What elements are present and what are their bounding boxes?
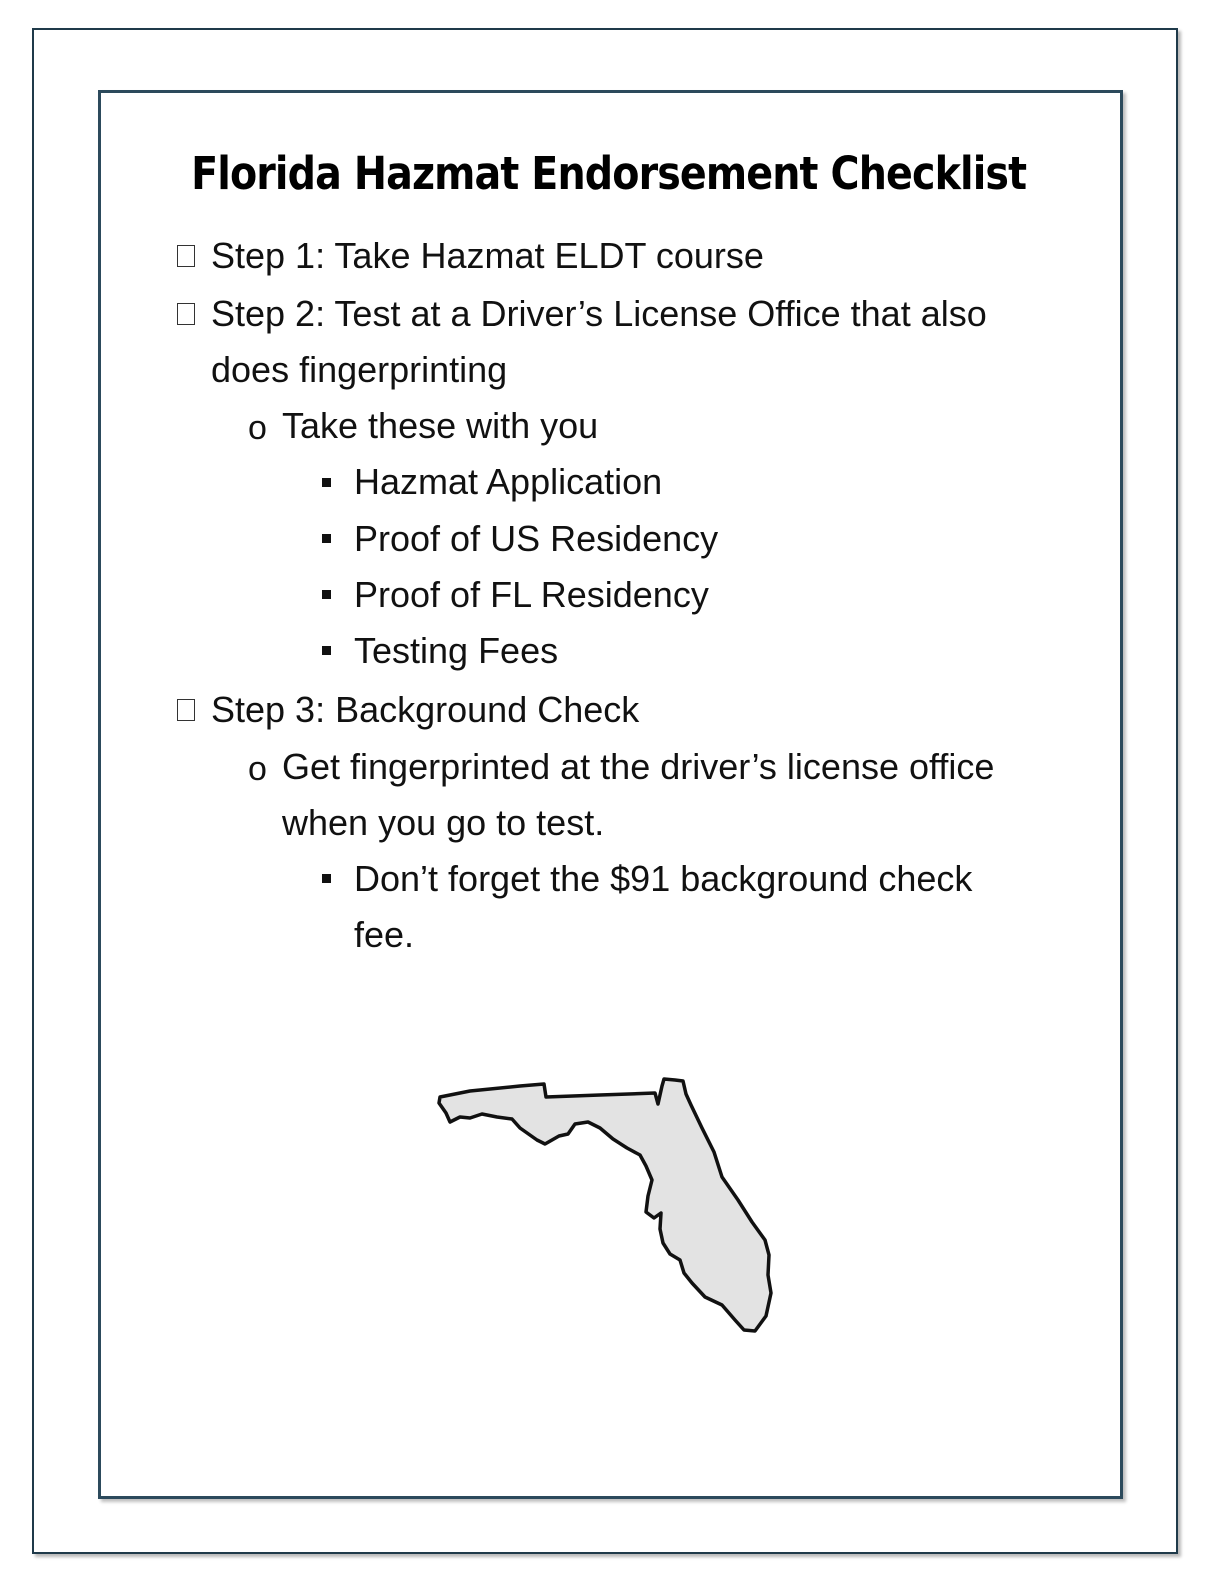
circle-bullet: o bbox=[248, 409, 267, 447]
list-item: Testing Fees bbox=[354, 630, 559, 671]
checkbox-icon[interactable] bbox=[177, 303, 195, 325]
list-item: Hazmat Application bbox=[354, 461, 663, 502]
checkbox-icon[interactable] bbox=[177, 245, 195, 267]
square-bullet bbox=[322, 534, 331, 543]
florida-map-icon bbox=[430, 1070, 780, 1340]
step-3-item-line2: fee. bbox=[354, 914, 415, 955]
page-title: Florida Hazmat Endorsement Checklist bbox=[191, 147, 1027, 200]
square-bullet bbox=[322, 478, 331, 487]
square-bullet bbox=[322, 646, 331, 655]
step-3-label: Step 3: Background Check bbox=[211, 689, 640, 730]
circle-bullet: o bbox=[248, 750, 267, 788]
step-2-label-line1: Step 2: Test at a Driver’s License Office that also bbox=[211, 293, 987, 334]
list-item: Proof of US Residency bbox=[354, 518, 719, 559]
step-3-sub-label-line1: Get fingerprinted at the driver’s license office bbox=[282, 746, 995, 787]
list-item: Proof of FL Residency bbox=[354, 574, 709, 615]
square-bullet bbox=[322, 874, 331, 883]
checkbox-icon[interactable] bbox=[177, 699, 195, 721]
step-3-item-line1: Don’t forget the $91 background check bbox=[354, 858, 973, 899]
square-bullet bbox=[322, 590, 331, 599]
step-2-sub-label: Take these with you bbox=[282, 405, 599, 446]
step-2-label-line2: does fingerprinting bbox=[211, 349, 508, 390]
step-1-label: Step 1: Take Hazmat ELDT course bbox=[211, 235, 764, 276]
step-3-sub-label-line2: when you go to test. bbox=[282, 802, 605, 843]
